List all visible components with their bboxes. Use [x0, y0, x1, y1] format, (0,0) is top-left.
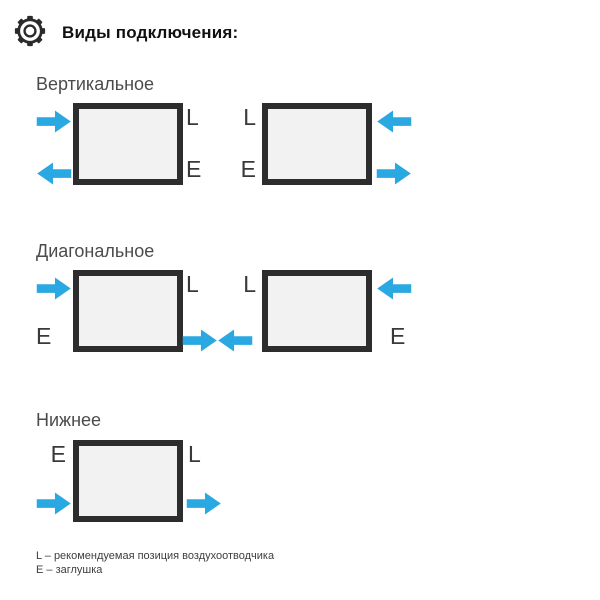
arrow-left-icon [36, 162, 72, 185]
port-label-l: L [188, 441, 201, 467]
section-label: Диагональное [36, 241, 155, 261]
section-label: Вертикальное [36, 74, 155, 94]
port-label-l: L [186, 104, 199, 130]
port-label-l: L [243, 271, 256, 297]
port-label-e: E [50, 441, 66, 467]
arrow-right-icon [376, 162, 412, 185]
port-label-e: E [186, 156, 202, 182]
arrow-right-icon [36, 277, 72, 300]
arrow-right-icon [36, 492, 72, 515]
legend [36, 549, 274, 577]
arrow-right-icon [186, 492, 222, 515]
port-label-e: E [36, 323, 52, 349]
port-label-e: E [390, 323, 406, 349]
legend-line-e: E – заглушка [36, 564, 103, 576]
arrow-right-icon [36, 110, 72, 133]
radiator-box [262, 270, 372, 352]
section-label: Нижнее [36, 410, 102, 430]
radiator-box [73, 103, 183, 185]
arrow-left-icon [217, 329, 253, 352]
radiator-box [73, 440, 183, 522]
radiator-box [262, 103, 372, 185]
port-label-e: E [240, 156, 256, 182]
gear-icon [13, 14, 47, 48]
page-title: Виды подключения: [62, 23, 239, 42]
arrow-left-icon [376, 277, 412, 300]
radiator-box [73, 270, 183, 352]
port-label-l: L [186, 271, 199, 297]
legend-line-l: L – рекомендуемая позиция воздухоотводчика [36, 550, 275, 562]
arrow-left-icon [376, 110, 412, 133]
port-label-l: L [243, 104, 256, 130]
arrow-right-icon [182, 329, 218, 352]
